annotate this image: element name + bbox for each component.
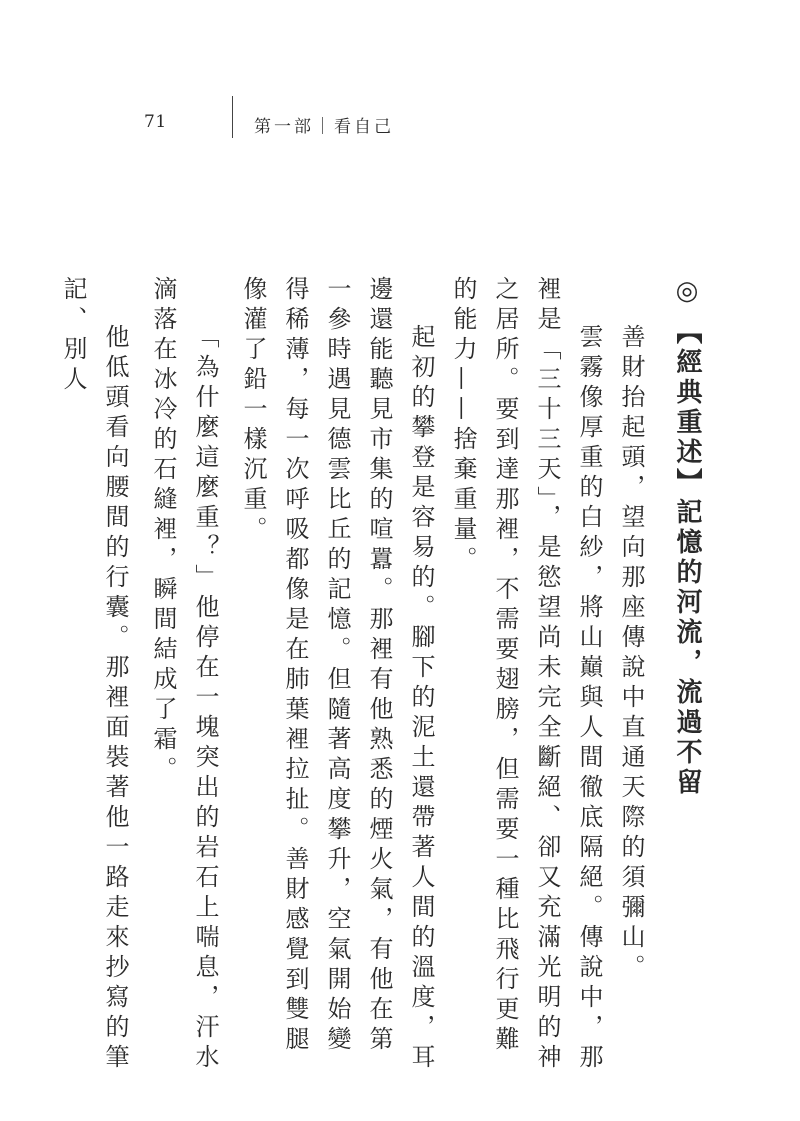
paragraph: 起初的攀登是容易的。腳下的泥土還帶著人間的溫度，耳邊還能聽見市集的喧囂。那裡有他熟悉的煙火氣，有他在第一參時遇見德雲比丘的記憶。但隨著高度攀升，空氣開始變得稀薄，每一次呼吸都像是在肺葉裡拉扯。善財感覺到雙腿像灌了鉛一樣沉重。 [239,276,435,1074]
page-number: 71 [144,112,167,132]
body-text [46,276,708,1076]
paragraph: 善財抬起頭，望向那座傳說中直通天際的須彌山。 [617,324,645,984]
section-heading [666,276,708,1076]
paragraph: 「為什麼這麼重？」他停在一塊突出的岩石上喘息，汗水滴落在冰冷的石縫裡，瞬間結成了霜。 [149,276,219,1074]
running-head: 第一部｜看自己 [254,117,394,137]
header-divider [232,96,233,138]
paragraph: 雲霧像厚重的白紗，將山巔與人間徹底隔絕。傳說中，那裡是「三十三天」，是慾望尚未完全斷絕、卻又充滿光明的神之居所。要到達那裡，不需要翅膀，但需要一種比飛行更難的能力——捨棄重量。 [449,276,603,1074]
paragraph: 他低頭看向腰間的行囊。那裡面裝著他一路走來抄寫的筆記、別人 [59,276,129,1074]
section-title: 【經典重述】記憶的河流，流過不留 [672,318,702,798]
section-symbol-icon: ◎ [672,276,702,310]
